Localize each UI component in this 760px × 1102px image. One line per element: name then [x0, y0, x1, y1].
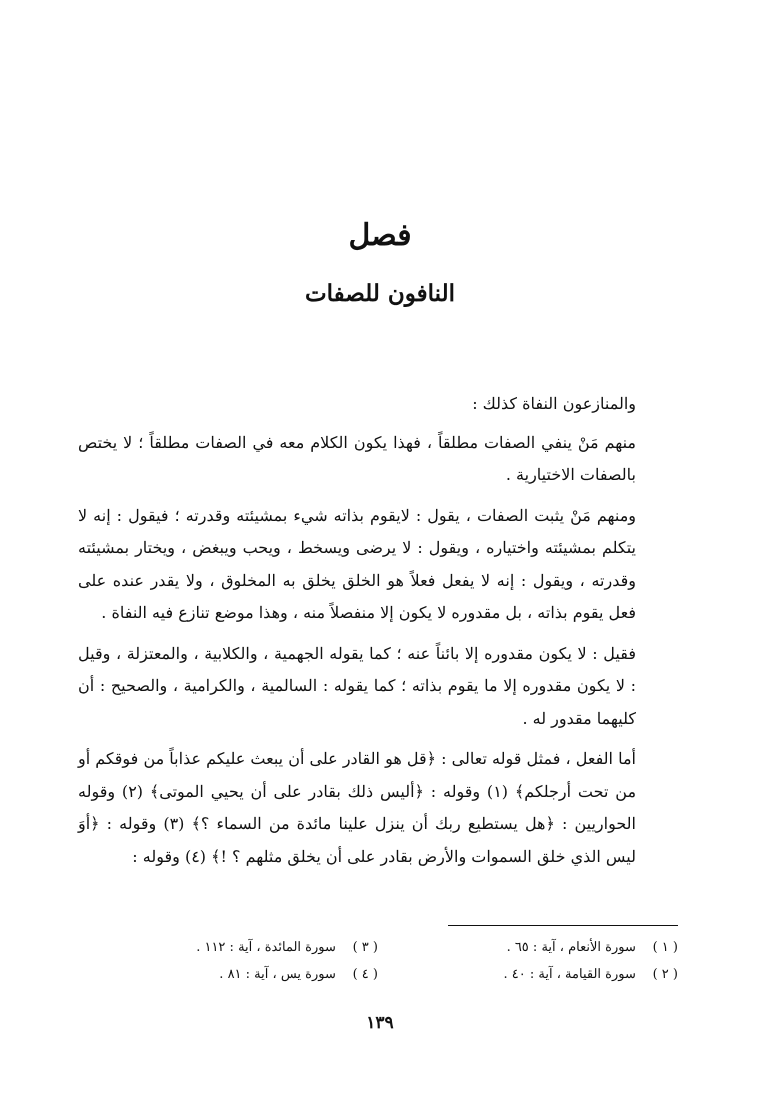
- footnote-text: سورة الأنعام ، آية : ٦٥ .: [506, 940, 636, 955]
- body-text: [78, 388, 678, 873]
- page-number: ١٣٩: [366, 1013, 394, 1033]
- footnote-number: ( ٢ ): [652, 967, 678, 982]
- footnote-divider: [448, 925, 678, 926]
- paragraph-1: منهم مَنْ ينفي الصفات مطلقاً ، فهذا يكون الكلام معه في الصفات مطلقاً ؛ لا يختص بالصفات الاختيارية .: [78, 432, 636, 484]
- footnote-text: سورة القيامة ، آية : ٤٠ .: [503, 967, 636, 982]
- paragraph-3: فقيل : لا يكون مقدوره إلا بائناً عنه ؛ كما يقوله الجهمية ، والكلابية ، والمعتزلة ، وقيل : لا يكون مقدوره إلا ما يقوم بذاته ؛ كما يقوله : السالمية ، والكرامية ، والصحيح : أن كليهما مقدور له .: [78, 643, 636, 728]
- paragraph-4: أما الفعل ، فمثل قوله تعالى : ﴿قل هو القادر على أن يبعث عليكم عذاباً من فوقكم أو من تحت أرجلكم﴾ (١) وقوله : ﴿أليس ذلك بقادر على أن يحيي الموتى﴾ (٢) وقوله الحواريين : ﴿هل يستطيع ربك أن ينزل علينا مائدة من السماء ؟﴾ (٣) وقوله : ﴿أوَ ليس الذي خلق السموات والأرض بقادر على أن يخلق مثلهم ؟ !﴾ (٤) وقوله :: [78, 749, 637, 866]
- footnote-item: [78, 961, 378, 988]
- paragraph-2: ومنهم مَنْ يثبت الصفات ، يقول : لايقوم بذاته شيء بمشيئته وقدرته ؛ فيقول : إنه لا يتكلم بمشيئته واختياره ، ويقول : لا يرضى ويسخط ، ويحب ويبغض ، ويختار بمشيئته وقدرته ، ويقول : إنه لا يفعل فعلاً هو الخلق يخلق به المخلوق ، ولا يقدر عنده على فعل يقوم بذاته ، بل مقدوره لا يكون إلا منفصلاً منه ، وهذا موضع تنازع فيه النفاة .: [78, 505, 636, 622]
- footnote-item: [78, 934, 378, 961]
- footnote-item: [378, 961, 678, 988]
- footnote-item: [378, 934, 678, 961]
- section-subtitle: النافون للصفات: [305, 280, 455, 307]
- paragraph-intro: والمنازعون النفاة كذلك :: [472, 394, 636, 413]
- footnote-text: سورة المائدة ، آية : ١١٢ .: [196, 940, 336, 955]
- footnote-number: ( ٣ ): [352, 940, 378, 955]
- footnote-number: ( ٤ ): [352, 967, 378, 982]
- footnote-text: سورة يس ، آية : ٨١ .: [219, 967, 336, 982]
- footnotes: [78, 934, 678, 988]
- footnote-number: ( ١ ): [652, 940, 678, 955]
- chapter-heading: فصل: [348, 218, 412, 253]
